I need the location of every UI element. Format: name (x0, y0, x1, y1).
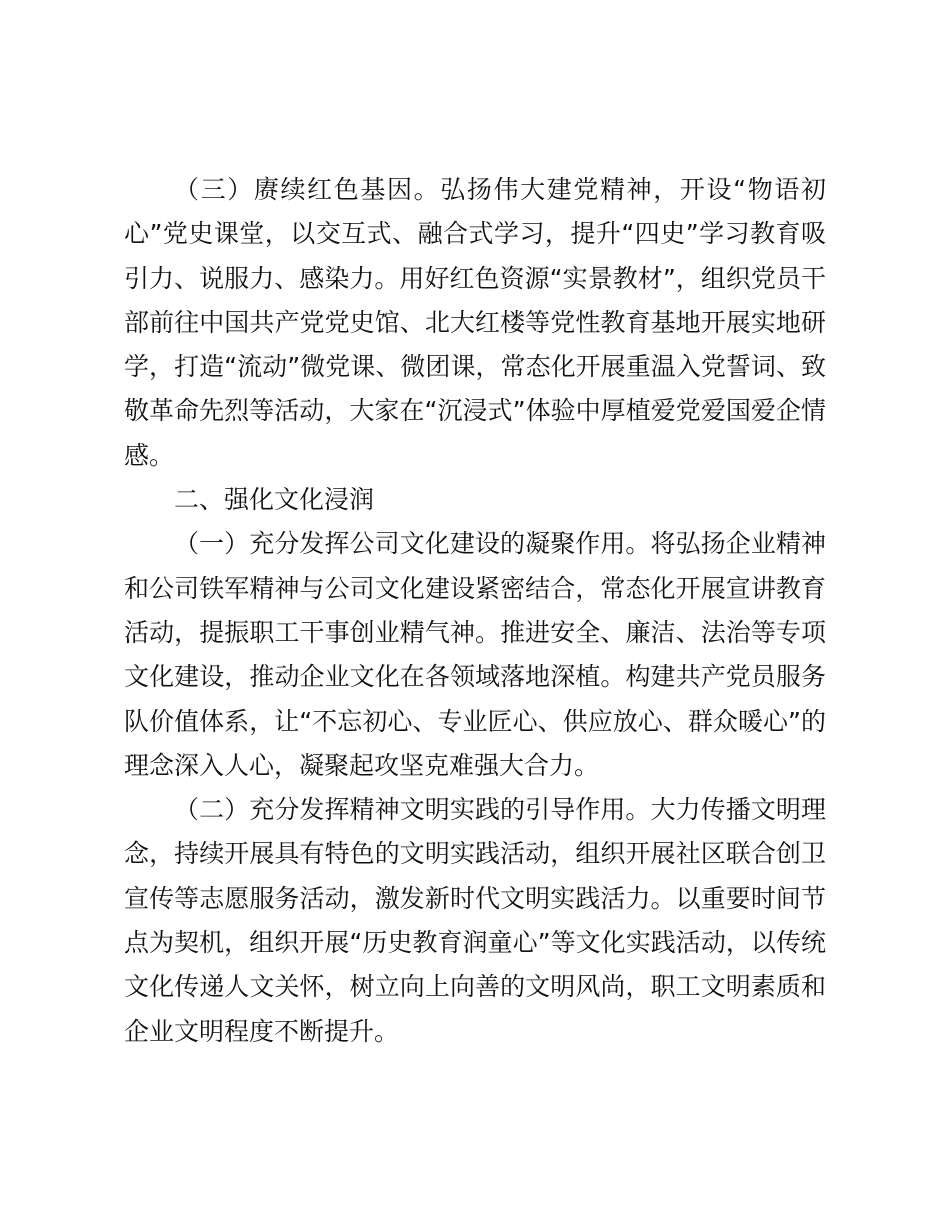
document-body (124, 168, 826, 1054)
paragraph-civilization-practice: （二）充分发挥精神文明实践的引导作用。大力传播文明理念，持续开展具有特色的文明实践活动，组织开展社区联合创卫宣传等志愿服务活动，激发新时代文明实践活力。以重要时间节点为契机，组织开展“历史教育润童心”等文化实践活动，以传统文化传递人文关怀，树立向上向善的文明风尚，职工文明素质和企业文明程度不断提升。 (124, 795, 826, 1046)
paragraph-heritage-red-genes: （三）赓续红色基因。弘扬伟大建党精神，开设“物语初心”党史课堂，以交互式、融合式学习，提升“四史”学习教育吸引力、说服力、感染力。用好红色资源“实景教材”，组织党员干部前往中国共产党党史馆、北大红楼等党性教育基地开展实地研学，打造“流动”微党课、微团课，常态化开展重温入党誓词、致敬革命先烈等活动，大家在“沉浸式”体验中厚植爱党爱国爱企情感。 (124, 175, 826, 470)
paragraph-corporate-culture: （一）充分发挥公司文化建设的凝聚作用。将弘扬企业精神和公司铁军精神与公司文化建设紧密结合，常态化开展宣讲教育活动，提振职工干事创业精气神。推进安全、廉洁、法治等专项文化建设，推动企业文化在各领域落地深植。构建共产党员服务队价值体系，让“不忘初心、专业匠心、供应放心、群众暖心”的理念深入人心，凝聚起攻坚克难强大合力。 (124, 529, 826, 780)
section-heading-culture: 二、强化文化浸润 (174, 485, 375, 515)
